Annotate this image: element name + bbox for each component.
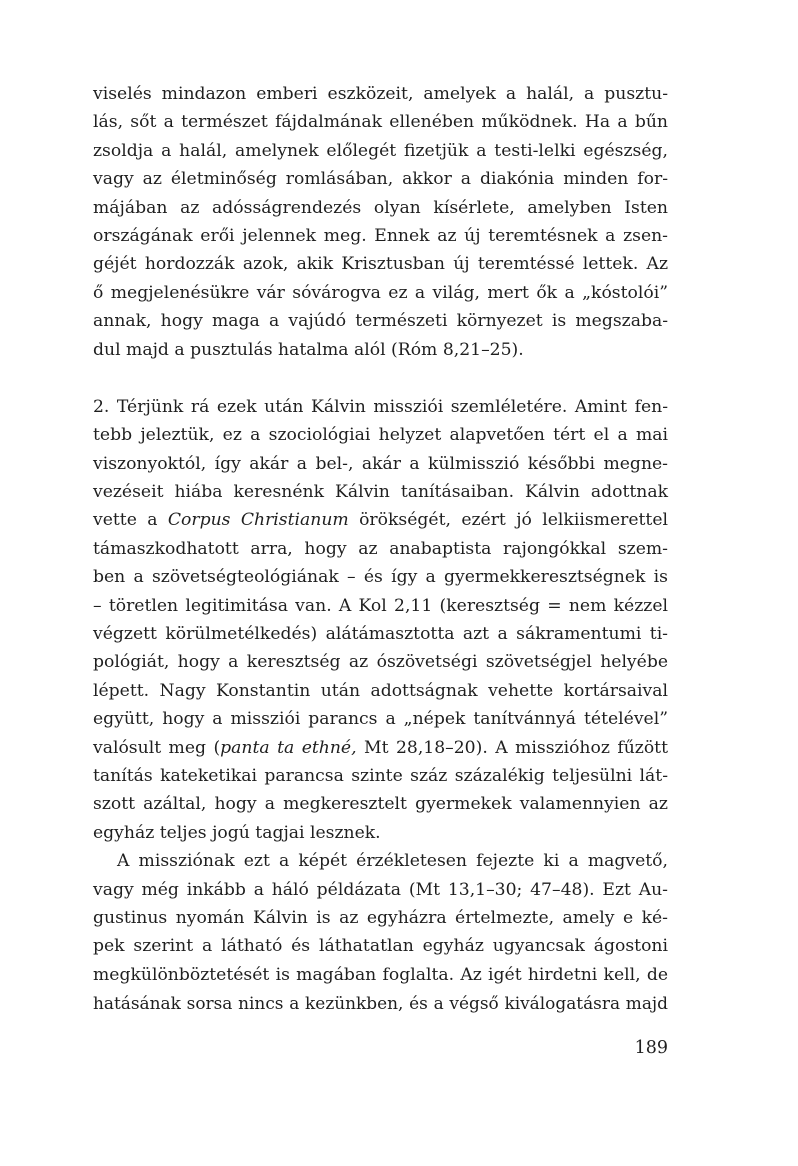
text-line-with-italic bbox=[93, 734, 668, 762]
text-line: viszonyoktól, így akár a bel-, akár a külmisszió későbbi megne- bbox=[93, 453, 668, 474]
text-line: vagy még inkább a háló példázata (Mt 13,1–30; 47–48). Ezt Au- bbox=[93, 879, 668, 900]
text-line: szott azáltal, hogy a megkeresztelt gyermekek valamennyien az bbox=[93, 794, 668, 815]
text-line: A missziónak ezt a képét érzékletesen fejezte ki a magvető, bbox=[117, 851, 668, 872]
text-line: egyház teljes jogú tagjai lesznek. bbox=[93, 822, 381, 843]
text-line: országának erői jelennek meg. Ennek az új teremtésnek a zsen- bbox=[93, 225, 668, 246]
text-line: májában az adósságrendezés olyan kísérlete, amelyben Isten bbox=[93, 197, 668, 218]
text-line: lépett. Nagy Konstantin után adottságnak vehette kortársaival bbox=[93, 680, 668, 701]
text-segment: Mt 28,18–20). A misszióhoz fűzött bbox=[356, 737, 668, 758]
text-line: együtt, hogy a missziói parancs a „népek tanítvánnyá tételével” bbox=[93, 709, 668, 730]
text-line: ben a szövetségteológiának – és így a gyermekkeresztségnek is bbox=[93, 567, 668, 588]
text-line: megkülönböztetését is magában foglalta. Az igét hirdetni kell, de bbox=[93, 964, 668, 985]
text-line: hatásának sorsa nincs a kezünkben, és a végső kiválogatásra majd bbox=[93, 993, 668, 1014]
text-line: támaszkodhatott arra, hogy az anabaptista rajongókkal szem- bbox=[93, 538, 668, 559]
paragraph-gap bbox=[93, 364, 668, 393]
text-line: tanítás kateketikai parancsa szinte száz százalékig teljesülni lát- bbox=[93, 765, 668, 786]
text-line: vagy az életminőség romlásában, akkor a diakónia minden for- bbox=[93, 169, 668, 190]
text-line: tebb jeleztük, ez a szociológiai helyzet alapvetően tért el a mai bbox=[93, 425, 668, 446]
text-line: vezéseit hiába keresnénk Kálvin tanításaiban. Kálvin adottnak bbox=[93, 482, 668, 503]
text-line: annak, hogy maga a vajúdó természeti környezet is megszaba- bbox=[93, 311, 668, 332]
text-line: – töretlen legitimitása van. A Kol 2,11 (keresztség = nem kézzel bbox=[93, 595, 668, 616]
italic-term: Corpus Christianum bbox=[167, 510, 349, 531]
text-line: géjét hordozzák azok, akik Krisztusban új teremtéssé lettek. Az bbox=[93, 254, 668, 275]
text-line: dul majd a pusztulás hatalma alól (Róm 8,21–25). bbox=[93, 339, 524, 360]
page-body bbox=[93, 80, 668, 1018]
text-line: zsoldja a halál, amelynek előlegét fizetjük a testi-lelki egészség, bbox=[93, 140, 668, 161]
text-line: ő megjelenésükre vár sóvárogva ez a világ, mert ők a „kóstolói” bbox=[93, 282, 668, 303]
text-segment: valósult meg ( bbox=[93, 737, 221, 758]
text-line: pek szerint a látható és láthatatlan egyház ugyancsak ágostoni bbox=[93, 936, 668, 957]
page-number: 189 bbox=[634, 1038, 668, 1058]
text-line: gustinus nyomán Kálvin is az egyházra értelmezte, amely e ké- bbox=[93, 907, 668, 928]
text-line: viselés mindazon emberi eszközeit, amelyek a halál, a pusztu- bbox=[93, 84, 668, 104]
text-segment: vette a bbox=[93, 510, 168, 531]
paragraph-1 bbox=[93, 80, 668, 364]
text-line: 2. Térjünk rá ezek után Kálvin missziói szemléletére. Amint fen- bbox=[93, 396, 668, 417]
text-line: végzett körülmetélkedés) alátámasztotta azt a sákramentumi ti- bbox=[93, 624, 668, 645]
paragraph-2 bbox=[93, 393, 668, 847]
text-line: lás, sőt a természet fájdalmának ellenében működnek. Ha a bűn bbox=[93, 112, 668, 133]
text-segment: örökségét, ezért jó lelkiismerettel bbox=[348, 510, 668, 531]
text-line: pológiát, hogy a keresztség az ószövetségi szövetségjel helyébe bbox=[93, 652, 668, 673]
text-line-with-italic bbox=[93, 506, 668, 534]
paragraph-3 bbox=[93, 847, 668, 1017]
italic-term: panta ta ethné, bbox=[220, 737, 357, 758]
